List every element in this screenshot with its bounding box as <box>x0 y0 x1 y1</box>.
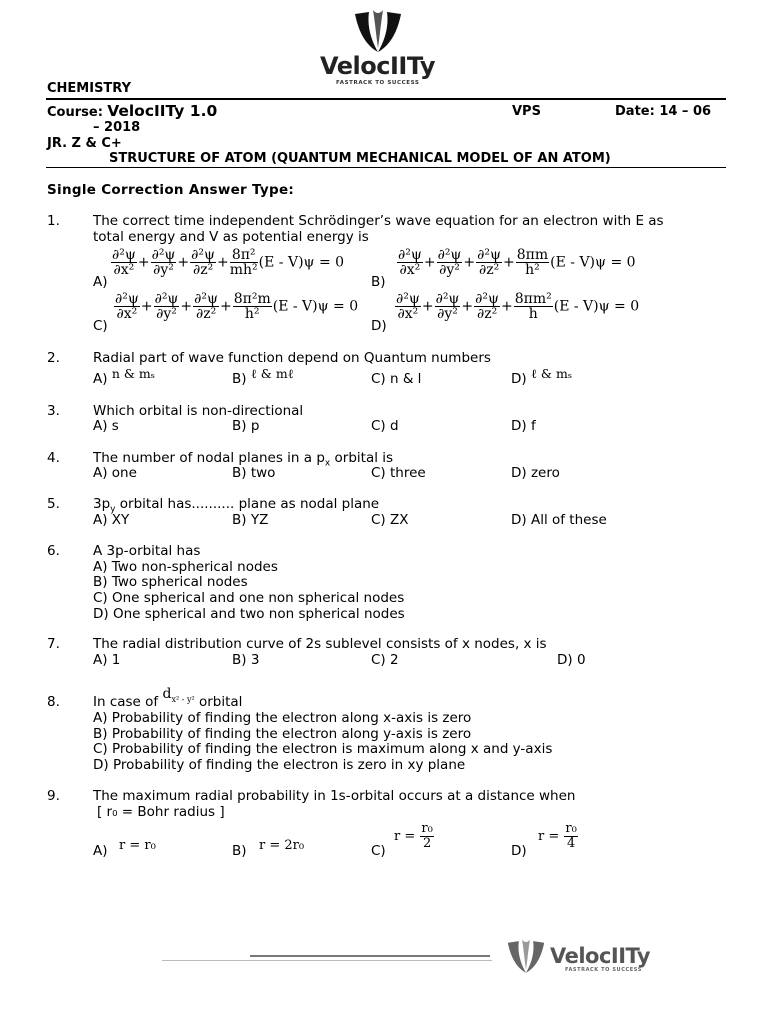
header-rule-bottom <box>46 167 726 168</box>
option-c: C) One spherical and one non spherical nodes <box>93 590 405 606</box>
orbital-symbol <box>162 686 194 702</box>
course-label: Course: <box>47 105 103 120</box>
coef-den: mh² <box>229 262 258 278</box>
equation-option-c: $\frac{\text{∂²ψ}}{\text{∂x²}}$ + $\frac{\text{∂²ψ}}{\text{∂y²}}$ + $\frac{\text{∂²ψ}}{\text{∂z²}}$ + $\frac{\text{8π²m}}{\text{h²}}$ (E - V)ψ = 0 <box>115 291 359 322</box>
option-d <box>511 366 573 387</box>
option-c: C) n & l <box>371 371 422 387</box>
denominator: 4 <box>566 836 576 851</box>
footer-divider-thin <box>162 960 492 961</box>
text-part: In case of <box>93 694 159 710</box>
option-a-value: n & mₛ <box>111 366 156 381</box>
brand-tagline: FASTRACK TO SUCCESS <box>336 80 420 86</box>
option-a: A) s <box>93 418 119 434</box>
question-text: The maximum radial probability in 1s-orbital occurs at a distance when <box>93 788 576 804</box>
question-text: Radial part of wave function depend on Quantum numbers <box>93 350 491 366</box>
option-d: D) zero <box>511 465 560 481</box>
document-title: STRUCTURE OF ATOM (QUANTUM MECHANICAL MODEL OF AN ATOM) <box>109 151 611 166</box>
text-part: orbital is <box>330 450 394 466</box>
option-d-value <box>538 822 579 851</box>
lhs: r = <box>394 829 416 844</box>
coef-den: h² <box>244 306 260 322</box>
option-label: C) <box>93 318 108 334</box>
option-label: D) <box>511 843 527 859</box>
section-heading: Single Correction Answer Type: <box>47 182 295 198</box>
text-part: orbital <box>198 694 243 710</box>
equation-tail: (E - V)ψ = 0 <box>258 254 345 271</box>
subscript: y <box>110 504 116 515</box>
question-number: 7. <box>47 636 60 652</box>
option-c-value <box>394 822 435 851</box>
option-label: B) <box>232 843 247 859</box>
option-label: D) <box>371 318 387 334</box>
option-b: B) YZ <box>232 512 269 528</box>
footer-brand-text: VelocIITy <box>550 944 651 968</box>
option-d: D) Probability of finding the electron is zero in xy plane <box>93 757 466 773</box>
option-label: A) <box>93 843 108 859</box>
equation-option-d: $\frac{\text{∂²ψ}}{\text{∂x²}}$ + $\frac{\text{∂²ψ}}{\text{∂y²}}$ + $\frac{\text{∂²ψ}}{\text{∂z²}}$ + $\frac{\text{8πm²}}{h}$ (E - V)ψ = 0 <box>396 291 640 322</box>
option-b: B) p <box>232 418 260 434</box>
numerator: r₀ <box>421 821 433 836</box>
option-a: A) 1 <box>93 652 121 668</box>
question-text: The correct time independent Schrödinger’s wave equation for an electron with E as <box>93 213 664 229</box>
option-c: C) 2 <box>371 652 399 668</box>
orbital-subscript: x² - y² <box>171 694 195 704</box>
option-c: C) three <box>371 465 426 481</box>
option-c: C) ZX <box>371 512 409 528</box>
equation-tail: (E - V)ψ = 0 <box>272 298 359 315</box>
option-a-value: r = r₀ <box>119 838 156 853</box>
coef-den: h² <box>525 262 540 278</box>
question-text-cont: total energy and V as potential energy is <box>93 229 369 245</box>
option-b: B) 3 <box>232 652 260 668</box>
option-d-value: ℓ & mₛ <box>530 366 573 381</box>
option-d: D) f <box>511 418 536 434</box>
option-d: D) One spherical and two non spherical nodes <box>93 606 405 622</box>
denominator: 2 <box>422 836 432 851</box>
coef-num: 8πm² <box>514 291 552 307</box>
orbital-letter: d <box>162 686 172 702</box>
equation-option-b: $\frac{\text{∂²ψ}}{\text{∂x²}}$ + $\frac{\text{∂²ψ}}{\text{∂y²}}$ + $\frac{\text{∂²ψ}}{\text{∂z²}}$ + $\frac{8\pi m}{\text{h²}}$ (E - V)ψ = 0 <box>398 247 636 278</box>
subject-label: CHEMISTRY <box>47 81 132 96</box>
question-number: 3. <box>47 403 60 419</box>
equation-tail: (E - V)ψ = 0 <box>553 298 640 315</box>
option-b-value: r = 2r₀ <box>259 838 305 853</box>
question-number: 8. <box>47 694 60 710</box>
option-label: A) <box>93 371 108 387</box>
option-label: A) <box>93 274 108 290</box>
question-note: [ r₀ = Bohr radius ] <box>97 804 225 820</box>
date-label: Date: 14 – 06 <box>615 104 712 119</box>
lhs: r = <box>538 829 560 844</box>
coef-num: 8πm <box>516 247 549 263</box>
question-number: 5. <box>47 496 60 512</box>
numerator: r₀ <box>565 821 577 836</box>
velocity-footer-logo-icon <box>503 938 549 976</box>
option-a: A) XY <box>93 512 130 528</box>
question-number: 6. <box>47 543 60 559</box>
question-text: Which orbital is non-directional <box>93 403 304 419</box>
course-line <box>47 102 217 120</box>
course-value: VelocIITy 1.0 <box>107 102 218 120</box>
question-number: 2. <box>47 350 60 366</box>
coef-den: h <box>528 306 538 322</box>
option-b-value: ℓ & mℓ <box>250 366 294 381</box>
equation-option-a: $\frac{\text{∂²ψ}}{\text{∂x²}}$ + $\frac{\text{∂²ψ}}{\text{∂y²}}$ + $\frac{\text{∂²ψ}}{\text{∂z²}}$ + $\frac{\text{8π²}}{\text{mh²}}$ (E - V)ψ = 0 <box>112 247 345 278</box>
option-label: B) <box>371 274 386 290</box>
header-rule-top <box>46 98 726 100</box>
option-a: A) Two non-spherical nodes <box>93 559 278 575</box>
question-number: 9. <box>47 788 60 804</box>
coef-num: 8π² <box>230 248 258 263</box>
footer-divider <box>250 955 490 957</box>
question-text: A 3p-orbital has <box>93 543 201 559</box>
question-text: The radial distribution curve of 2s sublevel consists of x nodes, x is <box>93 636 547 652</box>
footer-tagline: FASTRACK TO SUCCESS <box>565 967 642 973</box>
subscript: x <box>324 458 331 469</box>
batch-label: JR. Z & C+ <box>47 136 122 151</box>
option-b: B) Two spherical nodes <box>93 574 248 590</box>
equation-tail: (E - V)ψ = 0 <box>550 254 636 271</box>
velocity-logo-icon <box>349 8 407 56</box>
option-a <box>93 366 156 387</box>
option-c: C) d <box>371 418 399 434</box>
option-b: B) Probability of finding the electron along y-axis is zero <box>93 726 472 742</box>
option-d: D) 0 <box>557 652 586 668</box>
option-d: D) All of these <box>511 512 607 528</box>
question-number: 1. <box>47 213 60 229</box>
option-label: C) <box>371 843 386 859</box>
option-a: A) one <box>93 465 137 481</box>
coef-num: 8π²m <box>233 291 271 307</box>
option-b: B) two <box>232 465 276 481</box>
question-number: 4. <box>47 450 60 466</box>
date-year: – 2018 <box>93 120 141 135</box>
option-a: A) Probability of finding the electron along x-axis is zero <box>93 710 472 726</box>
option-label: D) <box>511 371 527 387</box>
text-part: orbital has.......... plane as nodal plane <box>115 496 380 512</box>
option-c: C) Probability of finding the electron is maximum along x and y-axis <box>93 741 553 757</box>
text-part: The number of nodal planes in a p <box>93 450 325 466</box>
brand-logo-text: VelocIITy <box>320 52 436 80</box>
option-b <box>232 366 294 387</box>
option-label: B) <box>232 371 247 387</box>
text-part: 3p <box>93 496 111 512</box>
center-label: VPS <box>512 104 541 119</box>
